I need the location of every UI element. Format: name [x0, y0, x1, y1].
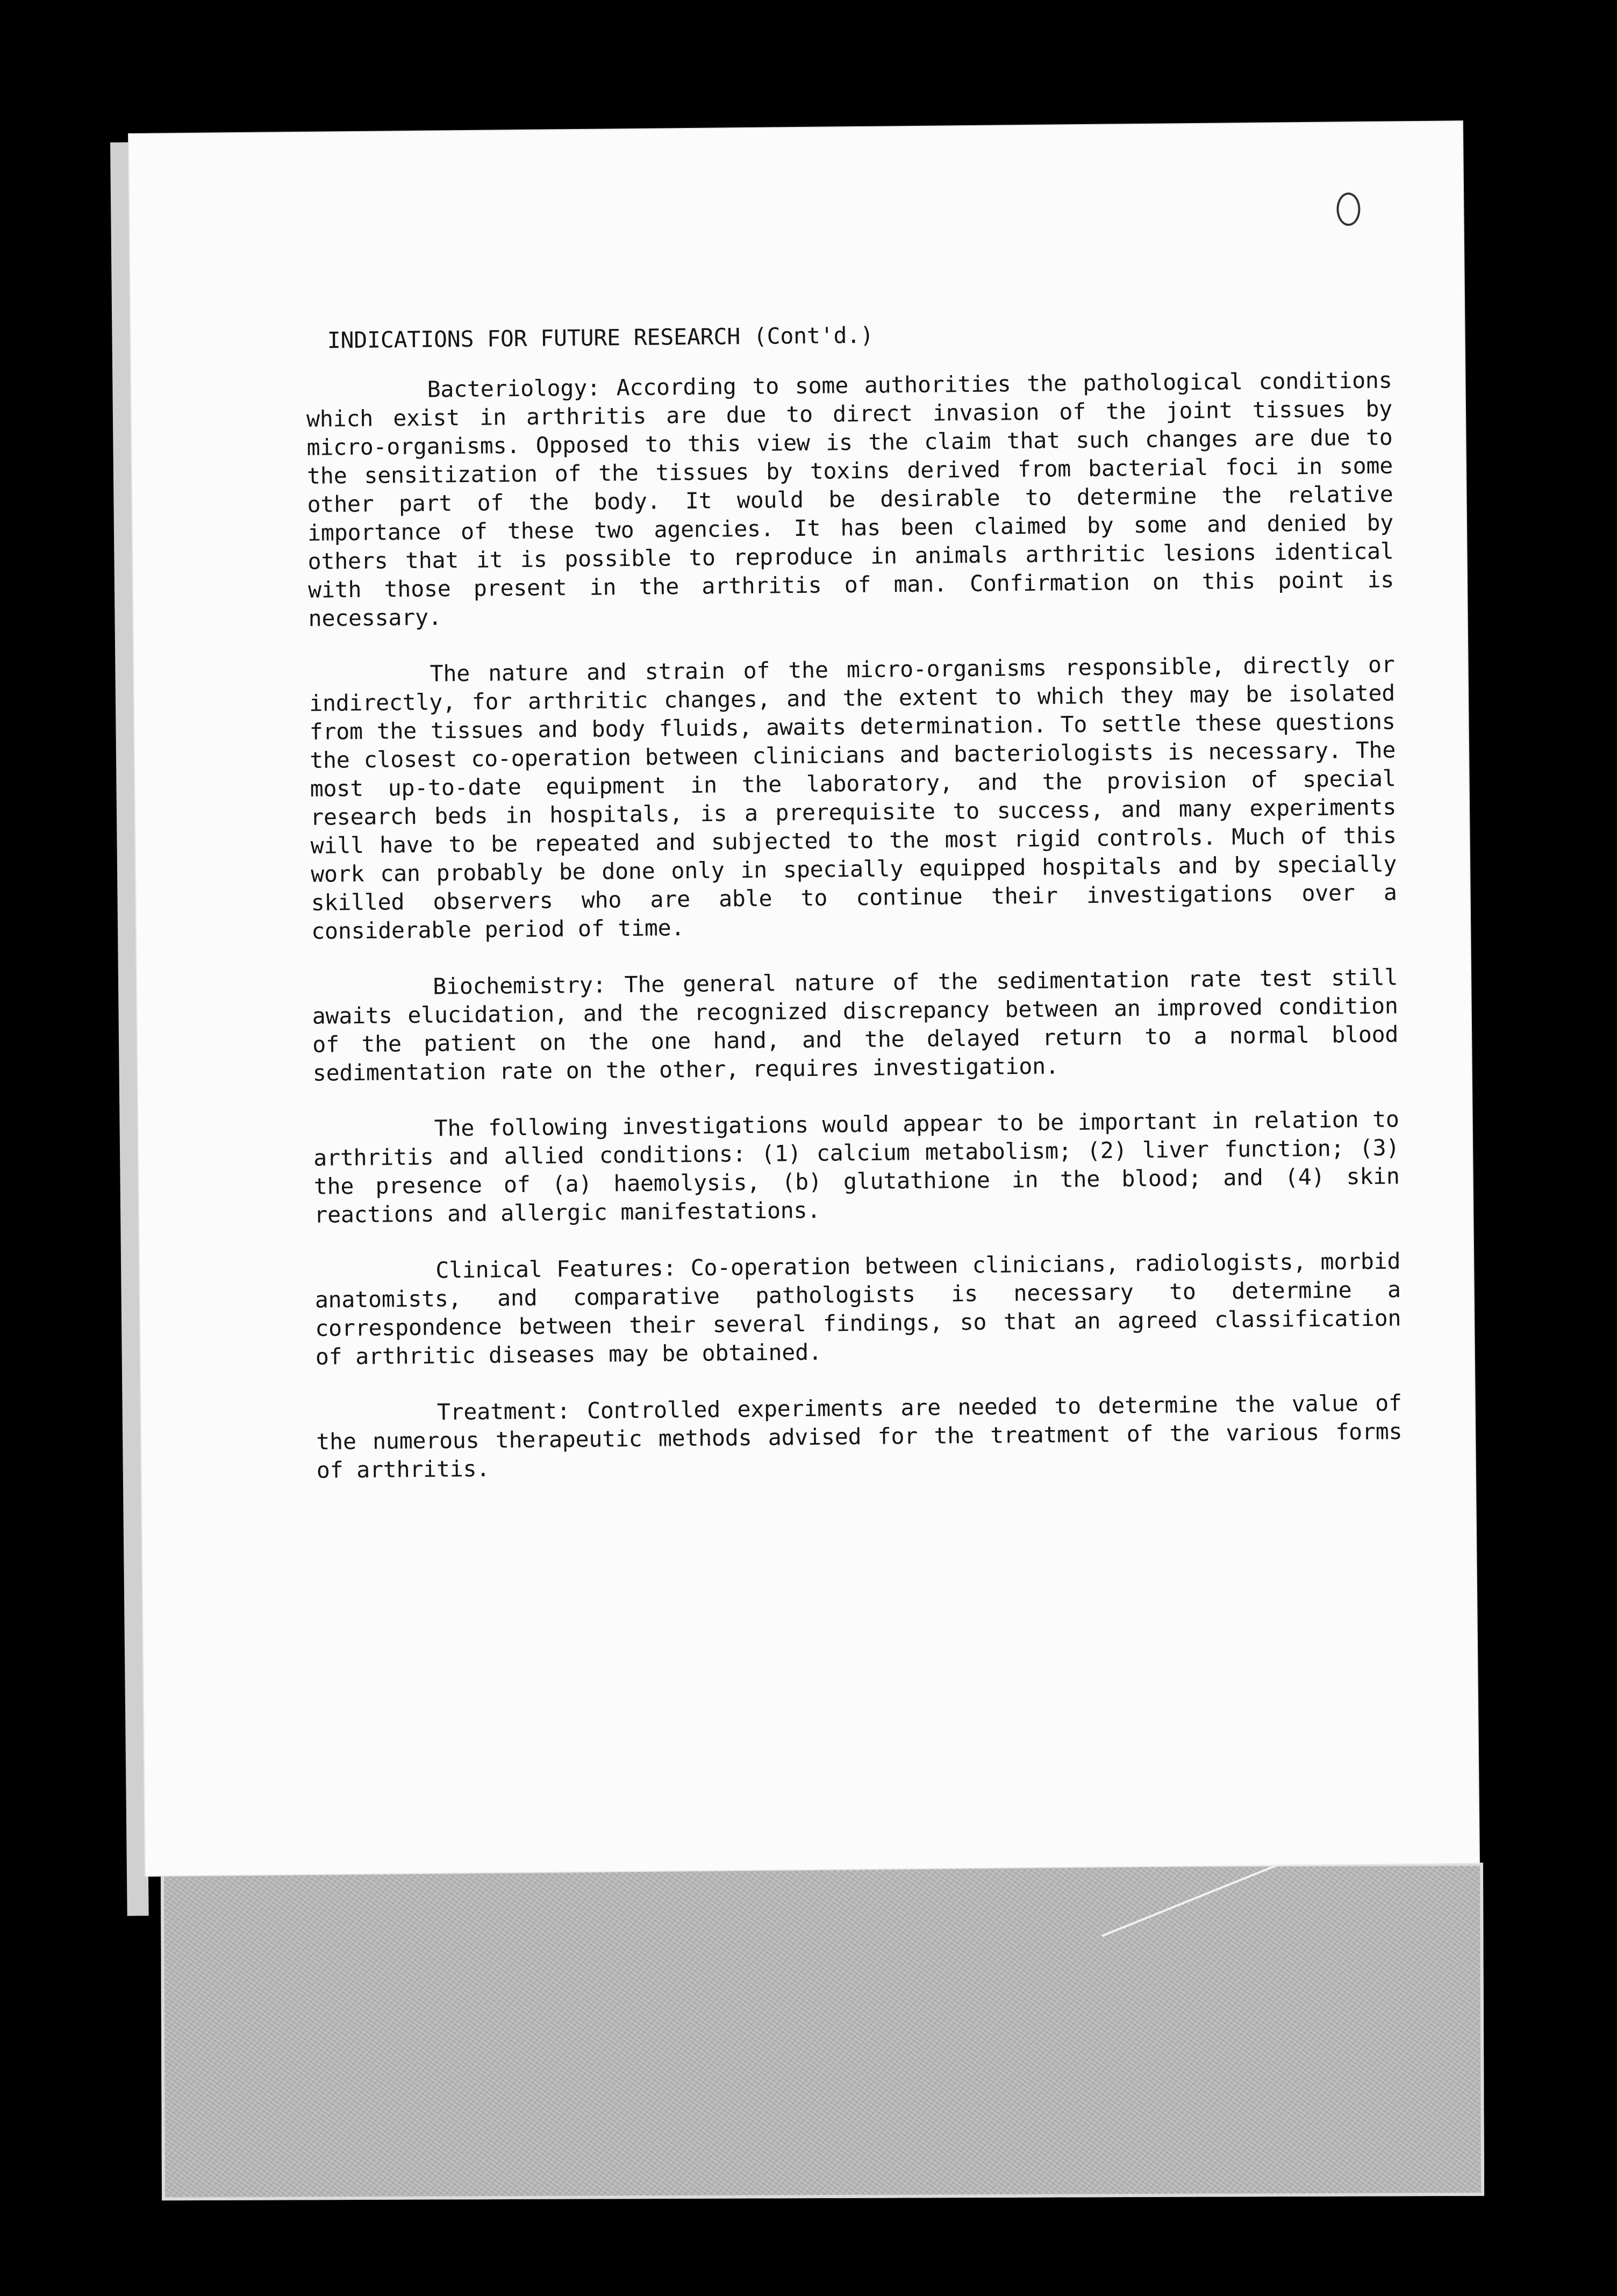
- paragraph-micro-organisms: The nature and strain of the micro-organisms responsible, directly or indirectly, for arthritic changes, and the extent to which they may be isolated from the tissues and body fluids, awaits determination. To settle these questions the closest co-operation between clinicians and bacteriologists is necessary. The most up-to-date equipment in the laboratory, and the provision of special research beds in hospitals, is a prerequisite to success, and many experiments will have to be repeated and subjected to the most rigid controls. Much of this work can probably be done only in specially equipped hospitals and by specially skilled observers who are able to continue their investigations over a considerable period of time.: [309, 651, 1397, 944]
- page-heading: INDICATIONS FOR FUTURE RESEARCH (Cont'd.): [327, 321, 874, 354]
- paragraph-investigations: The following investigations would appear to be important in relation to arthritis and allied conditions: (1) calcium metabolism; (2) liver function; (3) the presence of (a) haemolysis, (b) glutathione in the blood; and (4) skin reactions and allergic manifestations.: [313, 1106, 1400, 1228]
- backing-board: [161, 1863, 1484, 2201]
- document-body: [305, 315, 1403, 1484]
- paragraph-biochemistry: Biochemistry: The general nature of the sedimentation rate test still awaits elucidation, and the recognized discrepancy between an improved condition of the patient on the one hand, and the delayed return to a normal blood sedimentation rate on the other, requires investigation.: [312, 964, 1399, 1086]
- paragraph-treatment: Treatment: Controlled experiments are needed to determine the value of the numerous therapeutic methods advised for the treatment of the various forms of arthritis.: [316, 1389, 1403, 1483]
- paragraph-bacteriology: Bacteriology: According to some authorities the pathological conditions which exist in arthritis are due to direct invasion of the joint tissues by micro-organisms. Opposed to this view is the claim that such changes are due to the sensitization of the tissues by toxins derived from bacterial foci in some other part of the body. It would be desirable to determine the relative importance of these two agencies. It has been claimed by some and denied by others that it is possible to reproduce in animals arthritic lesions identical with those present in the arthritis of man. Confirmation on this point is necessary.: [306, 367, 1394, 632]
- document-page: [129, 121, 1479, 1876]
- paragraph-clinical-features: Clinical Features: Co-operation between clinicians, radiologists, morbid anatomists, and comparative pathologists is necessary to determine a correspondence between their several findings, so that an agreed classification of arthritic diseases may be obtained.: [314, 1247, 1401, 1370]
- punch-hole-mark: [1336, 192, 1361, 226]
